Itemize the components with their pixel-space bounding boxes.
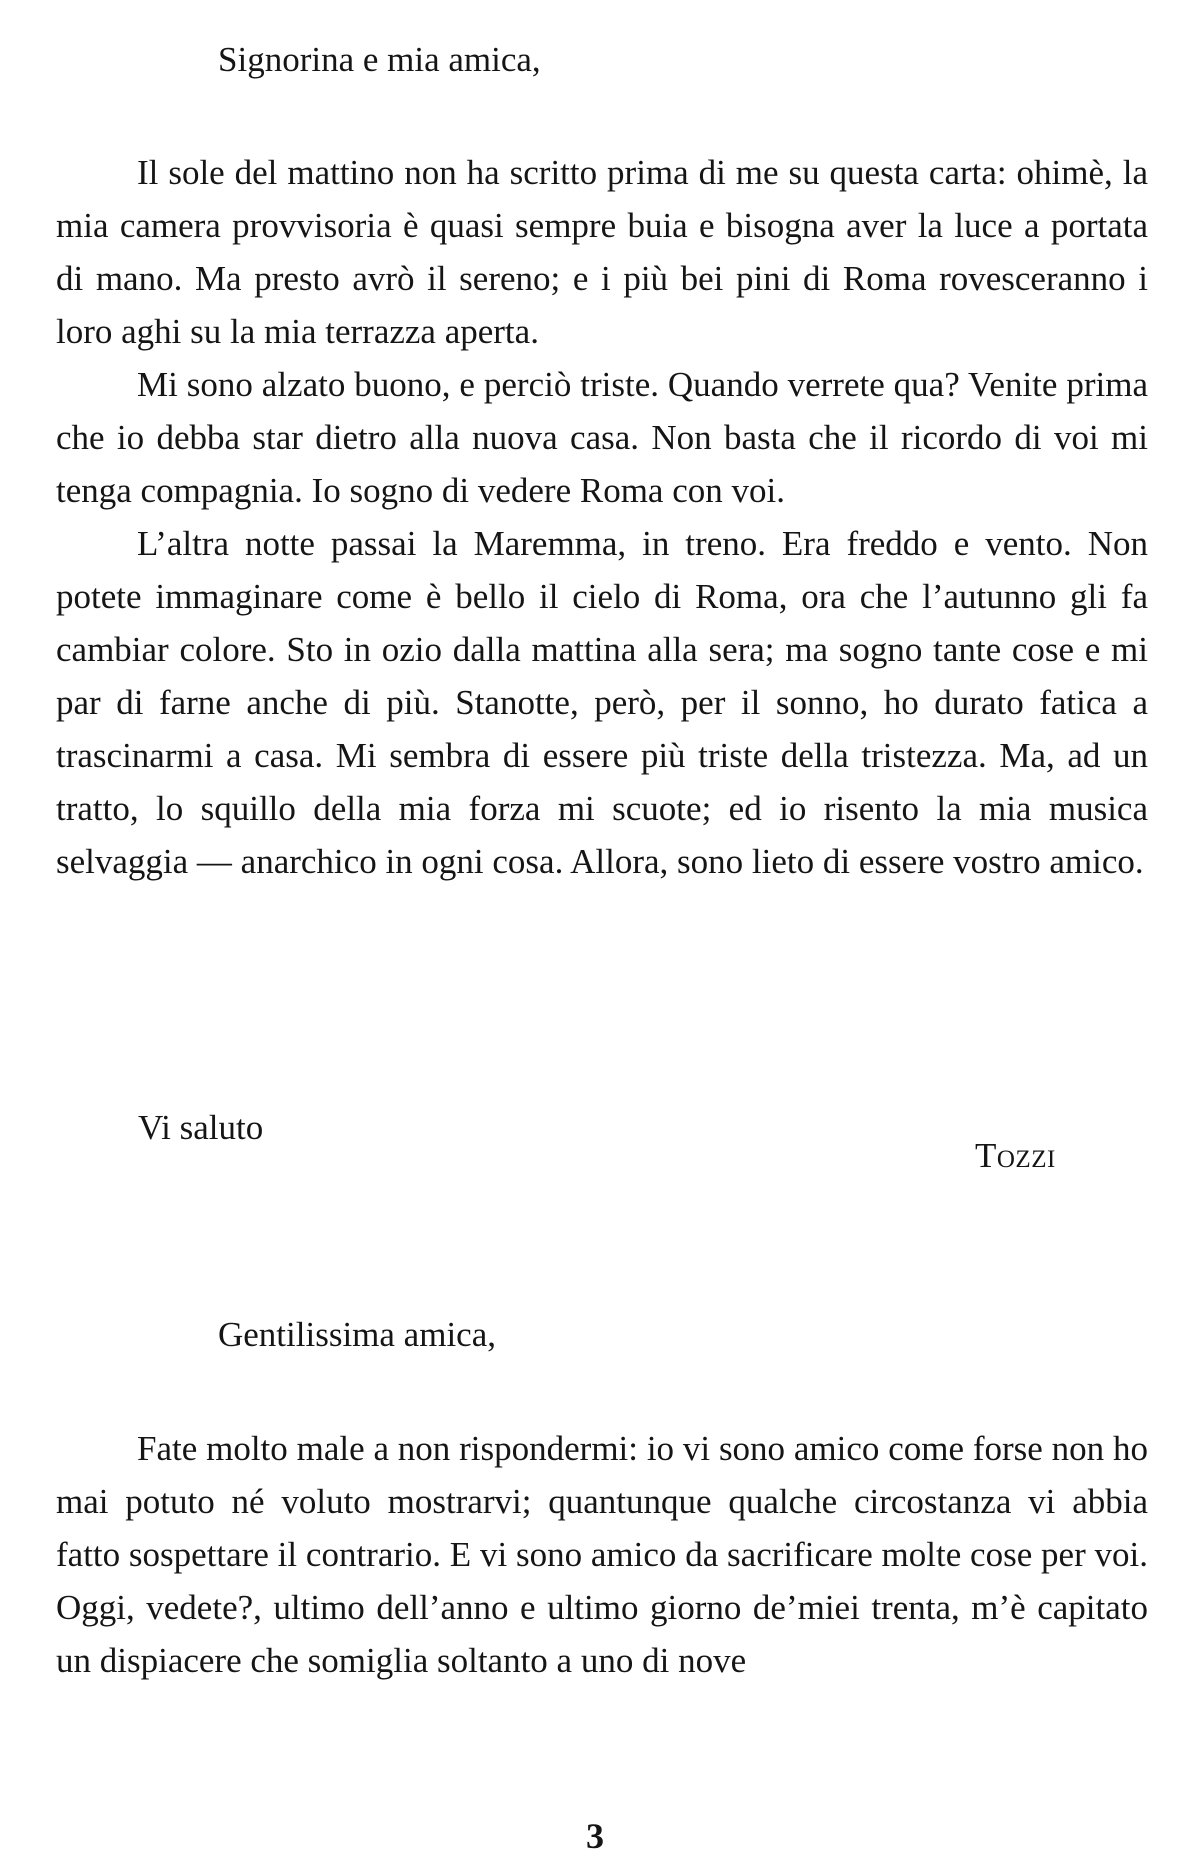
letter1-paragraph-3: L’altra notte passai la Maremma, in treno. Era freddo e vento. Non potete immaginare come è bello il cielo di Roma, ora che l’autunno gli fa cambiar colore. Sto in ozio dalla mattina alla sera; ma sogno tante cose e mi par di farne anche di più. Stanotte, però, per il sonno, ho durato fatica a trascinarmi a casa. Mi sembra di essere più triste della tristezza. Ma, ad un tratto, lo squillo della mia forza mi scuote; ed io risento la mia musica selvaggia — anarchico in ogni cosa. Allora, sono lieto di essere vostro amico. (56, 524, 1148, 881)
letter1-signature: Tozzi (975, 1136, 1056, 1175)
letter2-body (56, 1422, 1148, 1687)
letter1-closing: Vi saluto (138, 1108, 264, 1147)
letter1-salutation: Signorina e mia amica, (218, 40, 541, 79)
letter1-paragraph-2: Mi sono alzato buono, e perciò triste. Quando verrete qua? Venite prima che io debba star dietro alla nuova casa. Non basta che il ricordo di voi mi tenga compagnia. Io sogno di vedere Roma con voi. (56, 365, 1148, 510)
page-number: 3 (586, 1816, 604, 1856)
letter1-body (56, 146, 1148, 888)
letter1-paragraph-1: Il sole del mattino non ha scritto prima di me su questa carta: ohimè, la mia camera provvisoria è quasi sempre buia e bisogna aver la luce a portata di mano. Ma presto avrò il sereno; e i più bei pini di Roma rovesceranno i loro aghi su la mia terrazza aperta. (56, 153, 1148, 351)
letter2-paragraph-1: Fate molto male a non rispondermi: io vi sono amico come forse non ho mai potuto né voluto mostrarvi; quantunque qualche circostanza vi abbia fatto sospettare il contrario. E vi sono amico da sacrificare molte cose per voi. Oggi, vedete?, ultimo dell’anno e ultimo giorno de’miei trenta, m’è capitato un dispiacere che somiglia soltanto a uno di nove (56, 1429, 1148, 1680)
letter2-salutation: Gentilissima amica, (218, 1315, 496, 1354)
